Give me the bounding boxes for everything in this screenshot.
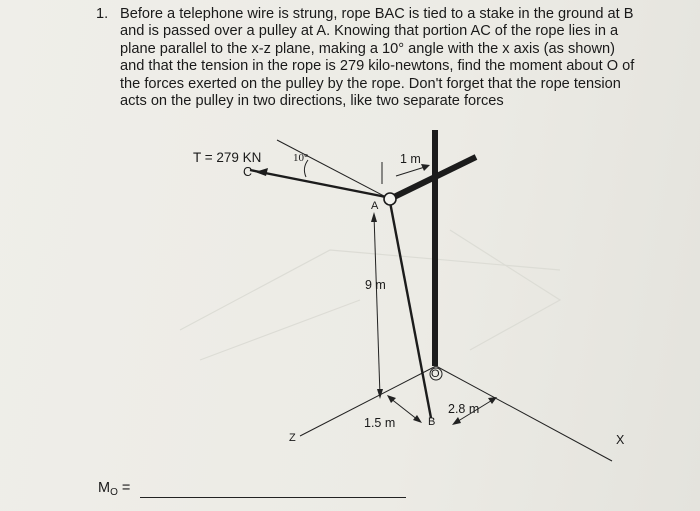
telephone-pole — [432, 130, 438, 366]
tension-label: T = 279 KN — [193, 150, 262, 165]
pulley — [384, 193, 396, 205]
point-c-label: C — [243, 165, 253, 179]
angle-label: 10° — [293, 152, 309, 164]
answer-prompt — [98, 480, 130, 496]
point-o-label: O — [431, 368, 440, 380]
moment-subscript: O — [110, 487, 118, 498]
equals-sign: = — [121, 480, 131, 496]
angle-reference-line — [277, 140, 386, 197]
dim-2-8m-arrowhead-a — [452, 417, 461, 425]
point-a-label: A — [371, 200, 379, 212]
problem-text: Before a telephone wire is strung, rope BAC is tied to a stake in the ground at B and is passed over a pulley at A. Knowing that portion AC of the rope lies in a plane parallel to the x-z plane, making a 10° angle with the x axis (as shown) and that the tension in the rope is 279 kilo-newtons, find the moment about O of the forces exerted on the pulley by the rope. Don't forget that the rope tension acts on the pulley in two directions, like two separate forces — [120, 6, 635, 110]
bleed-through-marks — [180, 230, 560, 360]
dim-1m-label: 1 m — [400, 152, 421, 166]
dim-2-8m-arrowhead-b — [488, 397, 497, 404]
moment-symbol: M — [98, 480, 111, 496]
problem-number: 1. — [96, 6, 109, 22]
dim-9m-label: 9 m — [365, 278, 386, 292]
point-b-label: B — [428, 416, 436, 428]
rope-segment-ab — [390, 202, 431, 418]
rope-segment-ac — [250, 170, 386, 197]
dim-2-8m-label: 2.8 m — [448, 402, 480, 416]
dim-1-5m-label: 1.5 m — [364, 416, 396, 430]
x-axis-label: X — [616, 433, 625, 447]
dim-1-5m-arrowhead-b — [413, 415, 422, 423]
z-axis-label: Z — [289, 432, 296, 444]
tension-arrowhead — [255, 168, 268, 176]
dim-9m-line — [374, 215, 380, 396]
dim-9m-arrowhead-top — [371, 212, 377, 222]
answer-blank[interactable] — [140, 497, 406, 498]
